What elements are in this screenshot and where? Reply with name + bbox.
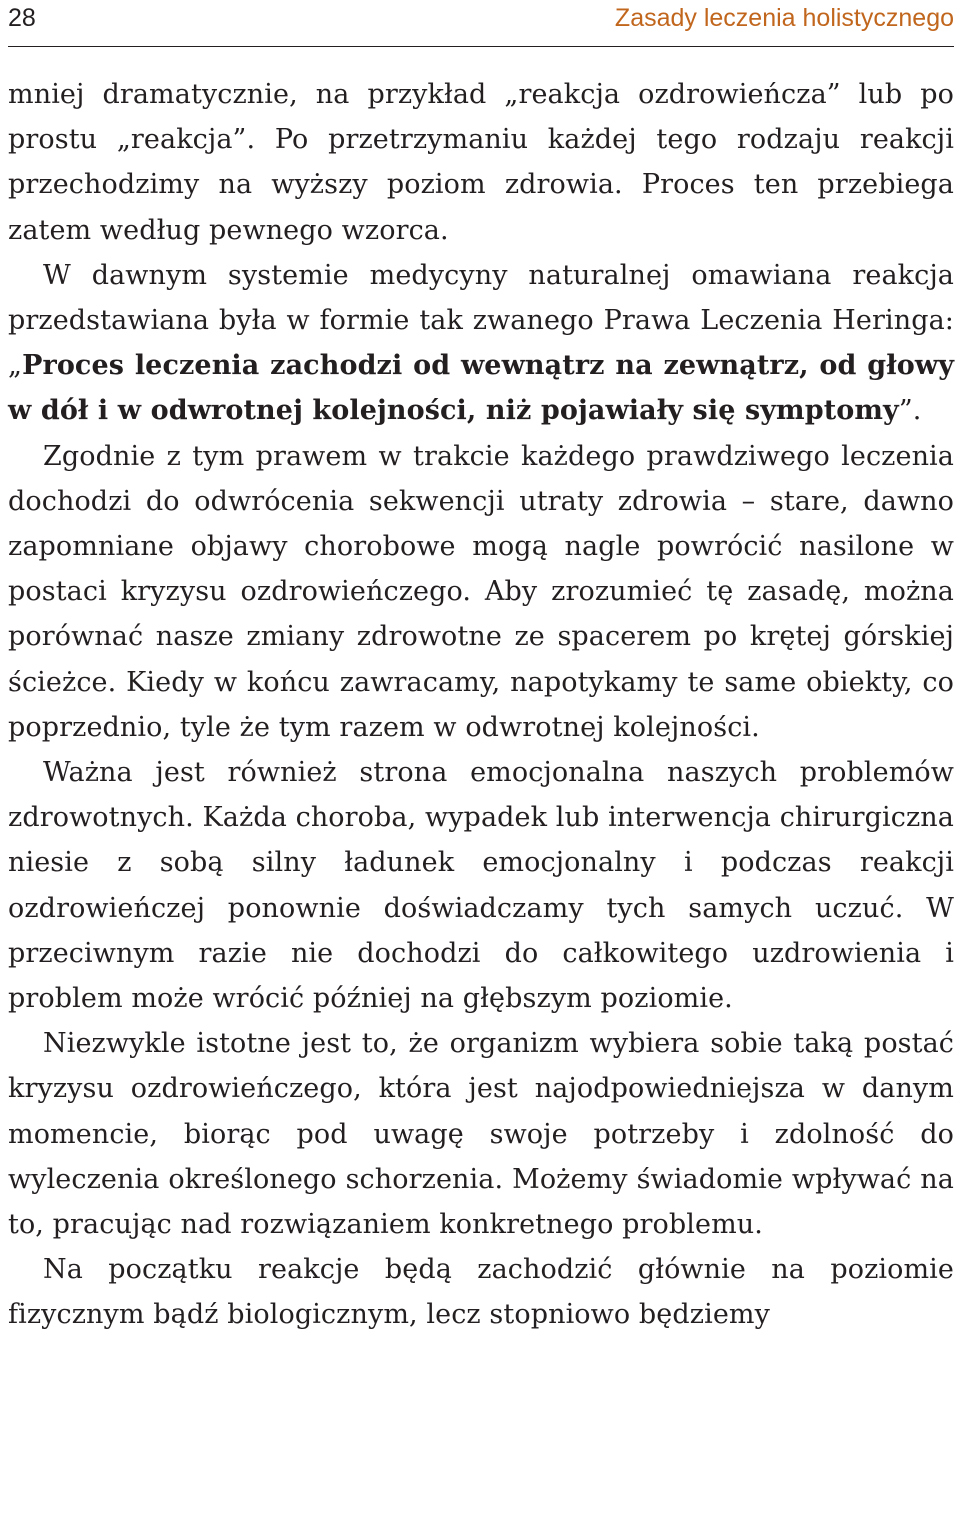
paragraph-2-end: ”. [898,395,922,427]
paragraph-1: mniej dramatycznie, na przykład „reakcja ozdrowieńcza” lub po prostu „reakcja”. Po przetrzymaniu każdej tego rodzaju reakcji przechodzimy na wyższy poziom zdrowia. Proces ten przebiega zatem według pewnego wzorca. [8,79,954,246]
paragraph-2-intro: W dawnym systemie medycyny naturalnej omawiana reakcja przedstawiana była w formie tak zwanego Prawa Leczenia Heringa: „ [8,259,954,382]
paragraph-6: Na początku reakcje będą zachodzić głównie na poziomie fizycznym bądź biologicznym, lecz stopniowo będziemy [8,1254,954,1331]
book-page [8,0,954,1517]
page-header [8,0,954,47]
body-text [8,72,954,1338]
paragraph-3: Zgodnie z tym prawem w trakcie każdego prawdziwego leczenia dochodzi do odwrócenia sekwencji utraty zdrowia – stare, dawno zapomniane objawy chorobowe mogą nagle powrócić nasilone w postaci kryzysu ozdrowieńczego. Aby zrozumieć tę zasadę, można porównać nasze zmiany zdrowotne ze spacerem po krętej górskiej ścieżce. Kiedy w końcu zawracamy, napotykamy te same obiekty, co poprzednio, tyle że tym razem w odwrotnej kolejności. [8,440,954,743]
paragraph-4: Ważna jest również strona emocjonalna naszych problemów zdrowotnych. Każda choroba, wypadek lub interwencja chirurgiczna niesie z sobą silny ładunek emocjonalny i podczas reakcji ozdrowieńczej ponownie doświadczamy tych samych uczuć. W przeciwnym razie nie dochodzi do całkowitego uzdrowienia i problem może wrócić później na głębszym poziomie. [8,757,954,1015]
running-title: Zasady leczenia holistycznego [614,4,954,32]
paragraph-2 [8,253,954,434]
paragraph-5: Niezwykle istotne jest to, że organizm wybiera sobie taką postać kryzysu ozdrowieńczego, która jest najodpowiedniejsza w danym momencie, biorąc pod uwagę swoje potrzeby i zdolność do wyleczenia określonego schorzenia. Możemy świadomie wpływać na to, pracując nad rozwiązaniem konkretnego problemu. [8,1028,954,1241]
page-number: 28 [8,4,36,32]
hering-law-quote: Proces leczenia zachodzi od wewnątrz na zewnątrz, od głowy w dół i w odwrotnej kolejności, niż pojawiały się symptomy [8,350,954,427]
